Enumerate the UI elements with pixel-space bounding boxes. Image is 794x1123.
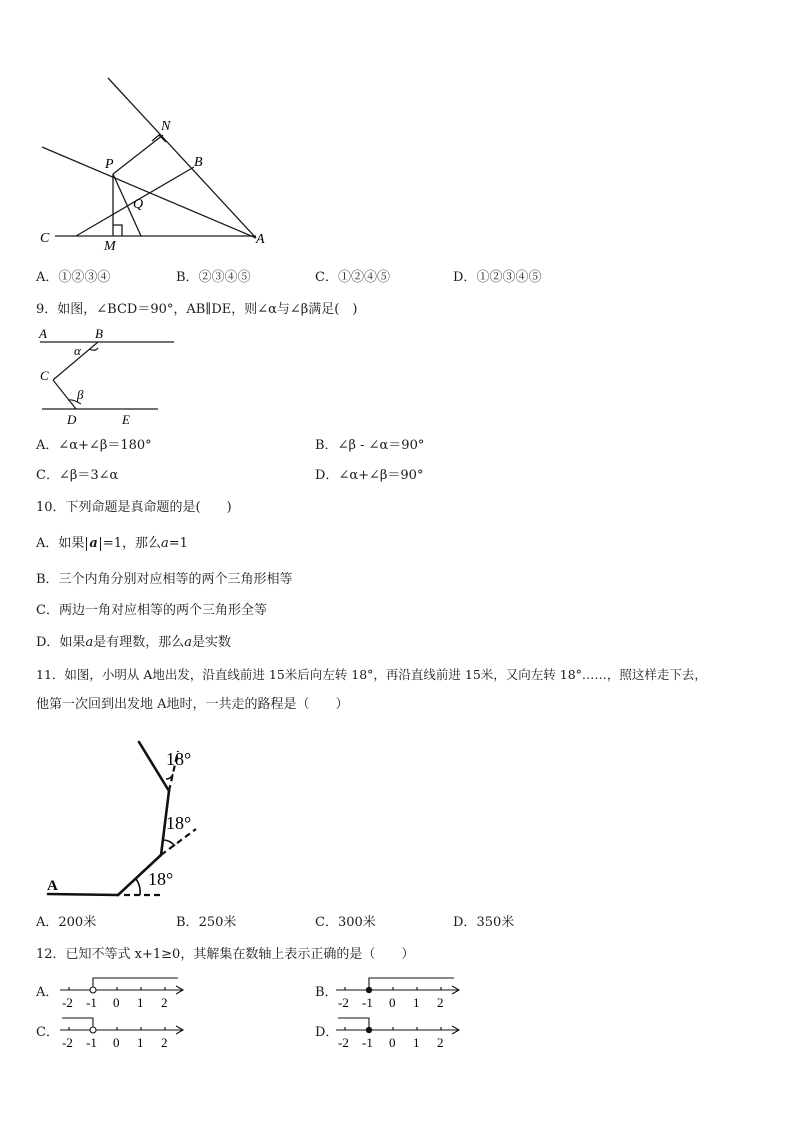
q11-option-a[interactable] [36, 914, 96, 932]
angle-label-2: 18° [166, 813, 192, 833]
option-text: ①②③④ [58, 270, 111, 285]
var-a: a [85, 635, 94, 650]
q10-option-a[interactable] [36, 535, 188, 553]
abs-value [86, 537, 100, 551]
label-B: B [95, 326, 103, 341]
label-Q: Q [133, 197, 144, 212]
option-letter: B． [176, 270, 199, 285]
solid-point [366, 987, 372, 993]
tick-label: 2 [161, 1035, 168, 1050]
q10-option-b[interactable]: B．三个内角分别对应相等的两个三角形相等 [36, 572, 293, 587]
var-a: a [161, 536, 169, 551]
option-letter: A． [36, 915, 59, 930]
tick-label: 0 [389, 1035, 396, 1050]
option-text: ①②③④⑤ [476, 270, 542, 285]
tick-label: 0 [113, 1035, 120, 1050]
tick-label: 1 [413, 1035, 420, 1050]
option-text: ∠α+∠β＝90° [338, 468, 424, 483]
label-A: A [47, 878, 58, 894]
figure-q9 [32, 324, 182, 430]
tick-label: 1 [413, 995, 420, 1010]
open-point [90, 1027, 96, 1033]
solid-point [366, 1027, 372, 1033]
angle-label-1: 18° [148, 869, 174, 889]
var-a: a [184, 635, 192, 650]
tick-label: 0 [113, 995, 120, 1010]
tick-label: -2 [338, 1035, 349, 1050]
label-B: B [194, 155, 203, 170]
tick-label: -1 [362, 995, 373, 1010]
option-letter: C． [36, 468, 59, 483]
q11-option-b[interactable] [176, 914, 236, 932]
q9-option-c[interactable] [36, 467, 118, 485]
tick-label: -1 [86, 1035, 97, 1050]
option-letter: B． [315, 985, 338, 1000]
label-A: A [256, 232, 265, 247]
option-letter: B． [315, 438, 338, 453]
option-text: 350米 [476, 915, 515, 930]
q8-option-b[interactable] [176, 269, 251, 287]
tick-label: 2 [437, 1035, 444, 1050]
tick-label: -2 [62, 995, 73, 1010]
tick-label: -2 [62, 1035, 73, 1050]
numberline-c[interactable] [56, 1012, 191, 1052]
tick-label: 1 [137, 995, 144, 1010]
option-text: 是有理数，那么 [93, 635, 185, 650]
option-text: 是实数 [191, 635, 231, 650]
option-text: =1，那么 [102, 536, 161, 551]
tick-label: -1 [86, 995, 97, 1010]
label-A: A [39, 326, 47, 341]
option-letter: A． [36, 985, 59, 1000]
q8-option-c[interactable] [315, 269, 390, 287]
angle-label-3: 18° [166, 749, 192, 769]
tick-label: -1 [362, 1035, 373, 1050]
option-text: 300米 [337, 915, 376, 930]
q11-option-d[interactable] [453, 914, 514, 932]
option-text: ②③④⑤ [198, 270, 251, 285]
label-M: M [104, 239, 116, 254]
label-E: E [122, 412, 130, 427]
option-text: 200米 [58, 915, 97, 930]
open-point [90, 987, 96, 993]
label-alpha: α [74, 343, 81, 358]
option-text: D．如果 [36, 635, 86, 650]
q10-option-c[interactable]: C．两边一角对应相等的两个三角形全等 [36, 603, 267, 618]
q11-stem-line2: 他第一次回到出发地 A地时，一共走的路程是（ ） [36, 697, 349, 712]
option-letter: D． [315, 468, 339, 483]
option-letter: C． [315, 270, 338, 285]
label-P: P [105, 157, 114, 172]
q8-option-a[interactable] [36, 269, 110, 287]
q11-stem-line1: 11．如图，小明从 A地出发，沿直线前进 15米后向左转 18°，再沿直线前进 15米，又向左转 18°……，照这样走下去， [36, 667, 707, 682]
numberline-d[interactable] [332, 1012, 467, 1052]
option-text: ∠β＝3∠α [58, 468, 119, 483]
option-text: =1 [168, 536, 188, 551]
option-letter: A． [36, 270, 59, 285]
option-text: ①②④⑤ [337, 270, 390, 285]
q10-option-d[interactable] [36, 634, 231, 652]
label-C: C [40, 231, 50, 246]
option-letter: C． [36, 1025, 59, 1040]
tick-label: 1 [137, 1035, 144, 1050]
tick-label: 0 [389, 995, 396, 1010]
numberline-a[interactable] [56, 972, 191, 1012]
q8-option-d[interactable] [453, 269, 541, 287]
label-D: D [67, 412, 77, 427]
option-text: ∠β - ∠α＝90° [337, 438, 425, 453]
option-letter: B． [176, 915, 199, 930]
tick-label: -2 [338, 995, 349, 1010]
figure-q8 [30, 74, 280, 254]
label-beta: β [77, 387, 84, 402]
q9-option-d[interactable] [315, 467, 423, 485]
option-letter: A． [36, 438, 59, 453]
q9-option-b[interactable] [315, 437, 424, 455]
label-N: N [161, 119, 171, 134]
q12-stem: 12．已知不等式 x+1≥0，其解集在数轴上表示正确的是（ ） [36, 947, 415, 962]
var-a: a [89, 536, 98, 551]
q10-stem: 10．下列命题是真命题的是( ) [36, 500, 232, 515]
q9-stem: 9．如图，∠BCD＝90°，AB∥DE，则∠α与∠β满足( ) [36, 302, 358, 317]
tick-label: 2 [437, 995, 444, 1010]
option-text: 250米 [198, 915, 237, 930]
option-text: A．如果 [36, 536, 85, 551]
option-text: ∠α+∠β＝180° [58, 438, 152, 453]
q9-option-a[interactable] [36, 437, 152, 455]
tick-label: 2 [161, 995, 168, 1010]
option-letter: D． [453, 270, 477, 285]
numberline-b[interactable] [332, 972, 467, 1012]
option-letter: C． [315, 915, 338, 930]
label-C: C [40, 368, 49, 383]
option-letter: D． [315, 1025, 339, 1040]
figure-q11 [40, 736, 270, 902]
option-letter: D． [453, 915, 477, 930]
q11-option-c[interactable] [315, 914, 376, 932]
